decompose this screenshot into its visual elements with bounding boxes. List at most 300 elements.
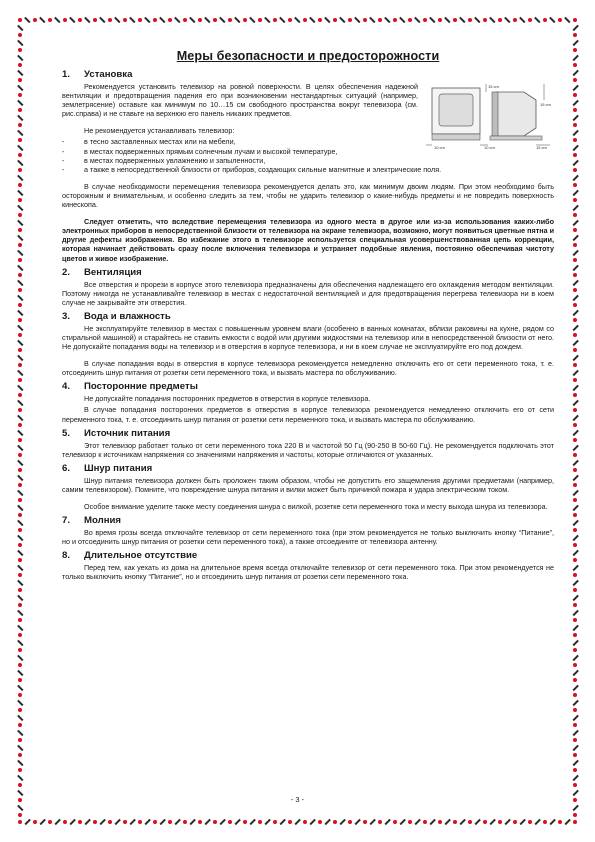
border-bead	[513, 820, 517, 824]
border-dash	[24, 819, 30, 825]
border-dash	[572, 39, 578, 45]
border-dash	[572, 474, 578, 480]
border-dash	[572, 609, 578, 615]
border-bead	[573, 708, 577, 712]
list-item-text: в местах подверженных прямым солнечным лучам и высокой температуре,	[84, 146, 338, 156]
border-bead	[528, 820, 532, 824]
border-bead	[18, 768, 22, 772]
border-dash	[17, 354, 23, 360]
border-bead	[18, 48, 22, 52]
border-bead	[18, 558, 22, 562]
border-dash	[17, 69, 23, 75]
border-dash	[572, 159, 578, 165]
border-bead	[573, 423, 577, 427]
paragraph: Особое внимание уделите также месту соединения шнура с вилкой, розетке сети переменного тока и месту выхода шнура из телевизора.	[84, 502, 548, 511]
border-bead	[18, 498, 22, 502]
border-bead	[573, 813, 577, 817]
border-bead	[18, 693, 22, 697]
border-bead	[573, 588, 577, 592]
border-bead	[573, 213, 577, 217]
border-dash	[249, 819, 255, 825]
border-dash	[219, 819, 225, 825]
border-dash	[572, 309, 578, 315]
paragraph: Перед тем, как уехать из дома на длительное время всегда отключайте телевизор от сети переменного тока. При этом рекомендуется не только выключить кнопку “Питание”, но и отсоединить шнур питания от розетки сети переменного тока.	[62, 563, 554, 582]
border-dash	[572, 444, 578, 450]
border-dash	[414, 819, 420, 825]
section-heading	[62, 463, 554, 474]
border-bead	[18, 63, 22, 67]
border-dash	[572, 504, 578, 510]
border-bead	[573, 528, 577, 532]
border-dash	[17, 519, 23, 525]
border-bead	[303, 18, 307, 22]
paragraph: В случае необходимости перемещения телевизора рекомендуется делать это, как минимум двоим людям. При этом необходимо быть осторожным и внимательным, и особенно следить за тем, чтобы не ударить телевизор о какие-нибудь предметы и не повредить поверхность кинескопа.	[62, 181, 554, 210]
border-dash	[17, 489, 23, 495]
border-bead	[333, 18, 337, 22]
border-dash	[279, 819, 285, 825]
border-dash	[17, 579, 23, 585]
section-lightning	[62, 515, 554, 546]
border-dash	[17, 174, 23, 180]
paragraph: В случае попадания посторонних предметов в отверстия в корпусе телевизора рекомендуется немедленно отключить его от сети переменного тока, т. е. отсоединить шнур питания от розетки сети переменного тока, и вызвать мастера по обслуживанию.	[62, 405, 554, 424]
border-dash	[504, 819, 510, 825]
border-bead	[543, 820, 547, 824]
border-dash	[572, 804, 578, 810]
border-dash	[572, 114, 578, 120]
border-bead	[573, 93, 577, 97]
border-bead	[573, 108, 577, 112]
border-dash	[174, 819, 180, 825]
border-dash	[144, 819, 150, 825]
border-bead	[513, 18, 517, 22]
border-dash	[572, 99, 578, 105]
border-bead	[573, 438, 577, 442]
border-bead	[183, 18, 187, 22]
border-bead	[573, 513, 577, 517]
border-dash	[572, 594, 578, 600]
border-dash	[399, 819, 405, 825]
section-long-absence	[62, 550, 554, 581]
border-bead	[18, 333, 22, 337]
border-dash	[549, 17, 555, 23]
border-dash	[17, 189, 23, 195]
section-title: Шнур питания	[84, 462, 153, 474]
paragraph: Все отверстия и прорези в корпусе этого телевизора предназначены для обеспечения надлежащего его охлаждения методом вентиляции. Поэтому никогда не устанавливайте телевизор в местах с недостаточной вентиляцией и для предотвращения перегрева телевизора ни в коем случае не закрывайте эти отверстия.	[62, 279, 554, 307]
border-bead	[228, 820, 232, 824]
border-dash	[17, 549, 23, 555]
section-title: Молния	[84, 515, 121, 527]
border-bead	[498, 820, 502, 824]
border-dash	[24, 17, 30, 23]
border-bead	[18, 273, 22, 277]
border-bead	[138, 18, 142, 22]
border-dash	[399, 17, 405, 23]
border-bead	[243, 18, 247, 22]
page-number: - 3 -	[290, 795, 305, 804]
border-bead	[18, 198, 22, 202]
border-dash	[17, 459, 23, 465]
border-dash	[17, 744, 23, 750]
border-dash	[264, 819, 270, 825]
border-dash	[17, 654, 23, 660]
border-bead	[33, 18, 37, 22]
paragraph: Шнур питания телевизора должен быть проложен таким образом, чтобы не допустить его защемления другими предметами (например, самим телевизором). Помните, что повреждение шнура питания и вилки может быть причиной пожара и удара электрическим током.	[62, 475, 554, 494]
border-dash	[572, 429, 578, 435]
border-dash	[17, 684, 23, 690]
border-dash	[519, 17, 525, 23]
border-bead	[318, 820, 322, 824]
border-bead	[573, 183, 577, 187]
border-bead	[573, 408, 577, 412]
border-dash	[264, 17, 270, 23]
section-heading	[62, 428, 554, 439]
border-bead	[573, 648, 577, 652]
border-bead	[213, 18, 217, 22]
paragraph: Не рекомендуется устанавливать телевизор:	[84, 126, 235, 136]
border-dash	[129, 17, 135, 23]
border-bead	[573, 738, 577, 742]
border-bead	[438, 18, 442, 22]
label-right-gap: 10 cm	[484, 145, 495, 150]
border-dash	[572, 639, 578, 645]
border-bead	[573, 303, 577, 307]
border-dash	[114, 17, 120, 23]
border-dash	[174, 17, 180, 23]
paragraph: Не допускайте попадания посторонних предметов в отверстия в корпусе телевизора.	[84, 394, 371, 404]
section-title: Длительное отсутствие	[84, 550, 198, 562]
border-dash	[204, 819, 210, 825]
border-dash	[572, 219, 578, 225]
border-dash	[17, 129, 23, 135]
border-dash	[159, 17, 165, 23]
border-dash	[572, 519, 578, 525]
border-bead	[48, 18, 52, 22]
border-bead	[18, 618, 22, 622]
label-top-gap: 15 cm	[488, 84, 499, 89]
border-dash	[17, 729, 23, 735]
border-bead	[573, 318, 577, 322]
border-bead	[18, 228, 22, 232]
border-dash	[572, 204, 578, 210]
border-bead	[18, 678, 22, 682]
border-bead	[18, 408, 22, 412]
border-bead	[348, 18, 352, 22]
border-bead	[408, 18, 412, 22]
border-dash	[144, 17, 150, 23]
border-dash	[572, 84, 578, 90]
section-foreign-objects	[62, 381, 554, 423]
border-dash	[572, 69, 578, 75]
border-dash	[429, 819, 435, 825]
border-dash	[354, 819, 360, 825]
border-bead	[18, 378, 22, 382]
border-bead	[18, 303, 22, 307]
border-bead	[333, 820, 337, 824]
border-bead	[18, 33, 22, 37]
border-bead	[573, 783, 577, 787]
border-dash	[572, 624, 578, 630]
border-bead	[573, 138, 577, 142]
border-dash	[414, 17, 420, 23]
border-bead	[573, 378, 577, 382]
border-dash	[17, 594, 23, 600]
border-bead	[63, 820, 67, 824]
section-heading	[62, 550, 554, 561]
border-bead	[18, 820, 22, 824]
border-dash	[17, 429, 23, 435]
border-bead	[198, 18, 202, 22]
border-dash	[534, 819, 540, 825]
border-dash	[17, 699, 23, 705]
border-dash	[17, 144, 23, 150]
border-dash	[17, 24, 23, 30]
border-bead	[573, 78, 577, 82]
border-bead	[573, 273, 577, 277]
border-dash	[572, 129, 578, 135]
border-bead	[573, 153, 577, 157]
border-dash	[572, 414, 578, 420]
border-dash	[189, 819, 195, 825]
border-dash	[219, 17, 225, 23]
border-bead	[18, 18, 22, 22]
border-bead	[18, 108, 22, 112]
border-bead	[573, 753, 577, 757]
page-title: Меры безопасности и предосторожности	[176, 49, 440, 63]
border-bead	[273, 820, 277, 824]
border-dash	[572, 774, 578, 780]
border-dash	[534, 17, 540, 23]
border-dash	[572, 24, 578, 30]
border-bead	[258, 18, 262, 22]
border-bead	[48, 820, 52, 824]
border-bead	[573, 393, 577, 397]
border-bead	[528, 18, 532, 22]
border-bead	[573, 228, 577, 232]
border-dash	[572, 759, 578, 765]
section-power-cord	[62, 463, 554, 511]
border-bead	[573, 678, 577, 682]
border-bead	[18, 738, 22, 742]
border-bead	[18, 513, 22, 517]
border-dash	[324, 819, 330, 825]
border-bead	[558, 820, 562, 824]
border-bead	[18, 753, 22, 757]
border-dash	[17, 99, 23, 105]
section-number: 7.	[62, 515, 71, 527]
border-bead	[183, 820, 187, 824]
border-dash	[54, 17, 60, 23]
border-bead	[573, 558, 577, 562]
border-bead	[18, 648, 22, 652]
border-bead	[573, 333, 577, 337]
border-dash	[474, 819, 480, 825]
border-dash	[17, 249, 23, 255]
border-dash	[572, 279, 578, 285]
border-dash	[17, 204, 23, 210]
border-dash	[17, 159, 23, 165]
border-bead	[168, 820, 172, 824]
border-bead	[573, 633, 577, 637]
border-bead	[93, 18, 97, 22]
border-bead	[123, 18, 127, 22]
border-dash	[572, 564, 578, 570]
section-title: Вода и влажность	[84, 310, 171, 322]
paragraph-bold: Следует отметить, что вследствие перемещения телевизора из одного места в другое или из-за использования каких-либо электронных приборов в непосредственной близости от телевизора на экране телевизора, возможно, могут появиться цветные пятна и другие дефекты изображения. Во избежание этого в телевизоре используется специальная усовершенствованная цепь коррекции, которая начинает действовать сразу после включения телевизора и устраняет подобные явления, постоянно обеспечивая чистоту цветов и живое изображение.	[62, 217, 554, 263]
border-dash	[17, 534, 23, 540]
border-bead	[18, 663, 22, 667]
border-dash	[572, 699, 578, 705]
border-bead	[423, 18, 427, 22]
border-dash	[572, 264, 578, 270]
section-heading	[62, 69, 554, 80]
border-dash	[17, 414, 23, 420]
border-bead	[243, 820, 247, 824]
border-bead	[18, 153, 22, 157]
border-bead	[18, 213, 22, 217]
border-dash	[17, 369, 23, 375]
border-dash	[384, 819, 390, 825]
border-bead	[573, 498, 577, 502]
border-dash	[572, 174, 578, 180]
border-dash	[572, 189, 578, 195]
border-bead	[18, 468, 22, 472]
border-bead	[18, 138, 22, 142]
border-bead	[288, 18, 292, 22]
border-dash	[572, 669, 578, 675]
border-dash	[339, 17, 345, 23]
label-back-gap: 15 cm	[536, 145, 547, 150]
border-bead	[18, 483, 22, 487]
border-dash	[114, 819, 120, 825]
border-dash	[17, 54, 23, 60]
border-dash	[572, 324, 578, 330]
border-bead	[18, 438, 22, 442]
border-dash	[429, 17, 435, 23]
label-side-gap: 15 cm	[540, 102, 551, 107]
page-content	[62, 40, 554, 585]
border-bead	[453, 820, 457, 824]
border-dash	[339, 819, 345, 825]
border-dash	[519, 819, 525, 825]
border-dash	[39, 819, 45, 825]
border-dash	[159, 819, 165, 825]
border-dash	[572, 549, 578, 555]
list-item: - а также в непосредственной близости от приборов, создающих сильные магнитные и электрические поля.	[62, 164, 442, 174]
border-bead	[33, 820, 37, 824]
border-dash	[17, 669, 23, 675]
section-power	[62, 428, 554, 459]
border-dash	[489, 17, 495, 23]
paragraph: Не эксплуатируйте телевизор в местах с повышенным уровнем влаги (особенно в ванных комнатах, вблизи раковины на кухне, рядом со стиральной машиной) и старайтесь не ставить емкости с водой или другими жидкостями на телевизор или в непосредственной близости от него. Не допускайте попадания воды на телевизор и в отверстия в корпусе телевизора, и ни в коем случае не эксплуатируйте его под дождем.	[62, 323, 554, 352]
list-item: - в тесно заставленных местах или на мебели,	[62, 137, 236, 147]
border-bead	[573, 48, 577, 52]
border-bead	[483, 18, 487, 22]
paragraph: Рекомендуется установить телевизор на ровной поверхности. В целях обеспечения надежной вентиляции и предотвращения падения его при возникновении нестандартных ситуаций (например, землетрясение) оставьте как минимум по 10…15 см свободного пространства вокруг телевизора (см. рис.справа) и не ставьте на верхнюю его панель никаких предметов.	[62, 82, 418, 119]
border-bead	[18, 288, 22, 292]
border-dash	[504, 17, 510, 23]
border-bead	[573, 573, 577, 577]
border-dash	[99, 819, 105, 825]
border-bead	[108, 18, 112, 22]
border-dash	[17, 384, 23, 390]
border-dash	[572, 354, 578, 360]
paragraph: В случае попадания воды в отверстия в корпусе телевизора рекомендуется немедленно отключить его от сети переменного тока, т. е. отсоединить шнур питания от розетки сети переменного тока, и вызвать мастера по обслуживанию.	[62, 359, 554, 378]
border-bead	[18, 573, 22, 577]
border-bead	[573, 258, 577, 262]
border-bead	[123, 820, 127, 824]
border-dash	[572, 249, 578, 255]
border-bead	[498, 18, 502, 22]
border-dash	[17, 114, 23, 120]
border-dash	[17, 219, 23, 225]
border-bead	[18, 393, 22, 397]
tv-clearance-diagram	[426, 82, 554, 150]
section-number: 2.	[62, 266, 71, 278]
border-dash	[17, 264, 23, 270]
border-bead	[18, 543, 22, 547]
border-dash	[572, 144, 578, 150]
paragraph: Этот телевизор работает только от сети переменного тока 220 В и частотой 50 Гц (90-250 В 50-60 Гц). Не рекомендуется подключать этот телевизор к источникам напряжения со значениями напряжения и частоты, которые отличаются от указанных.	[62, 440, 554, 459]
border-bead	[138, 820, 142, 824]
border-bead	[573, 363, 577, 367]
section-title: Источник питания	[84, 427, 171, 439]
border-bead	[18, 528, 22, 532]
border-bead	[18, 813, 22, 817]
border-bead	[468, 820, 472, 824]
border-bead	[228, 18, 232, 22]
border-bead	[573, 453, 577, 457]
border-dash	[17, 714, 23, 720]
border-dash	[17, 759, 23, 765]
border-dash	[17, 339, 23, 345]
border-bead	[288, 820, 292, 824]
border-bead	[573, 768, 577, 772]
section-number: 6.	[62, 462, 71, 474]
list-item-text: а также в непосредственной близости от приборов, создающих сильные магнитные и электрические поля.	[84, 164, 442, 174]
border-bead	[393, 18, 397, 22]
border-bead	[573, 543, 577, 547]
section-title: Установка	[84, 69, 133, 80]
border-dash	[234, 819, 240, 825]
border-bead	[303, 820, 307, 824]
border-bead	[348, 820, 352, 824]
border-dash	[572, 729, 578, 735]
border-bead	[573, 63, 577, 67]
section-number: 4.	[62, 381, 71, 393]
section-number: 3.	[62, 310, 71, 322]
border-dash	[309, 17, 315, 23]
border-dash	[17, 804, 23, 810]
border-bead	[573, 693, 577, 697]
section-title: Посторонние предметы	[84, 381, 198, 393]
border-dash	[84, 17, 90, 23]
border-bead	[573, 33, 577, 37]
border-bead	[573, 198, 577, 202]
border-dash	[572, 534, 578, 540]
border-bead	[573, 243, 577, 247]
section-install	[62, 69, 554, 263]
border-bead	[93, 820, 97, 824]
border-dash	[572, 459, 578, 465]
section-water	[62, 311, 554, 377]
border-dash	[459, 819, 465, 825]
list-item: - в местах подверженных прямым солнечным лучам и высокой температуре,	[62, 146, 338, 156]
border-bead	[573, 468, 577, 472]
border-dash	[444, 17, 450, 23]
border-bead	[438, 820, 442, 824]
border-dash	[129, 819, 135, 825]
border-bead	[573, 723, 577, 727]
